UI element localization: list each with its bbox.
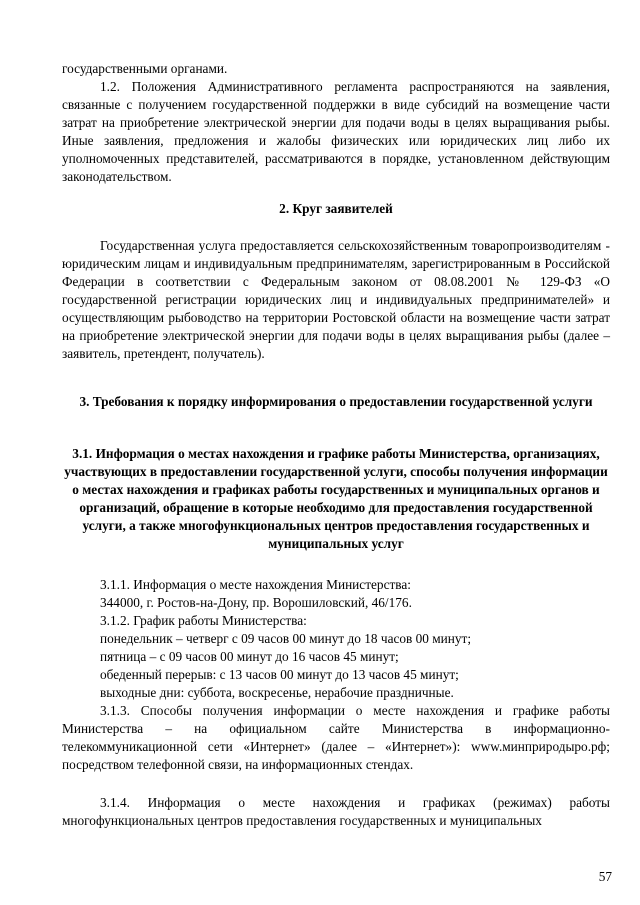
heading-section-3-1: 3.1. Информация о местах нахождения и графике работы Министерства, организациях, участвующих в предоставлении государственной услуги, способы получения информации о местах нахождения и графиках работы государственных и муниципальных органов и организаций, обращение в которые необходимо для предоставления государственной услуги, а также многофункциональных центров предоставления государственных и муниципальных услуг	[64, 446, 608, 551]
ministry-address: 344000, г. Ростов-на-Дону, пр. Ворошиловский, 46/176.	[100, 595, 412, 610]
heading-applicants: 2. Круг заявителей	[279, 201, 393, 216]
heading-section-3: 3. Требования к порядку информирования о предоставлении государственной услуги	[79, 394, 593, 409]
paragraph-3-1-3: 3.1.3. Способы получения информации о месте нахождения и графике работы Министерства – на официальном сайте Министерства в информационно-телекоммуникационной сети «Интернет» (далее – «Интернет»): www.минприродыро.рф; посредством телефонной связи, на информационных стендах.	[62, 703, 610, 772]
schedule-mon-thu: понедельник – четверг с 09 часов 00 минут до 18 часов 00 минут;	[100, 631, 472, 646]
paragraph-3-1-4: 3.1.4. Информация о месте нахождения и графиках (режимах) работы многофункциональных центров предоставления государственных и муниципальных	[62, 795, 610, 828]
paragraph-1-2: 1.2. Положения Административного регламента распространяются на заявления, связанные с получением государственной поддержки в виде субсидий на возмещение части затрат на приобретение электрической энергии для подачи воды в целях выращивания рыбы. Иные заявления, предложения и жалобы физических или юридических лиц либо их уполномоченных представителей, рассматриваются в порядке, установленном действующим законодательством.	[62, 79, 610, 184]
text-fragment-top: государственными органами.	[62, 61, 228, 76]
page-number: 57	[598, 869, 612, 884]
schedule-friday: пятница – с 09 часов 00 минут до 16 часов 45 минут;	[100, 649, 399, 664]
paragraph-2: Государственная услуга предоставляется сельскохозяйственным товаропроизводителям - юридическим лицам и индивидуальным предпринимателям, зарегистрированным в Российской Федерации в соответствии с Федеральным законом от 08.08.2001 № 129-ФЗ «О государственной регистрации юридических лиц и индивидуальных предпринимателей» и осуществляющим рыбоводство на территории Ростовской области на возмещение части затрат на приобретение электрической энергии для подачи воды в целях выращивания рыбы (далее – заявитель, претендент, получатель).	[62, 238, 610, 361]
schedule-lunch-break: обеденный перерыв: с 13 часов 00 минут до 13 часов 45 минут;	[100, 667, 459, 682]
line-3-1-2: 3.1.2. График работы Министерства:	[100, 613, 307, 628]
schedule-weekend: выходные дни: суббота, воскресенье, нерабочие праздничные.	[100, 685, 454, 700]
line-3-1-1: 3.1.1. Информация о месте нахождения Министерства:	[100, 577, 411, 592]
